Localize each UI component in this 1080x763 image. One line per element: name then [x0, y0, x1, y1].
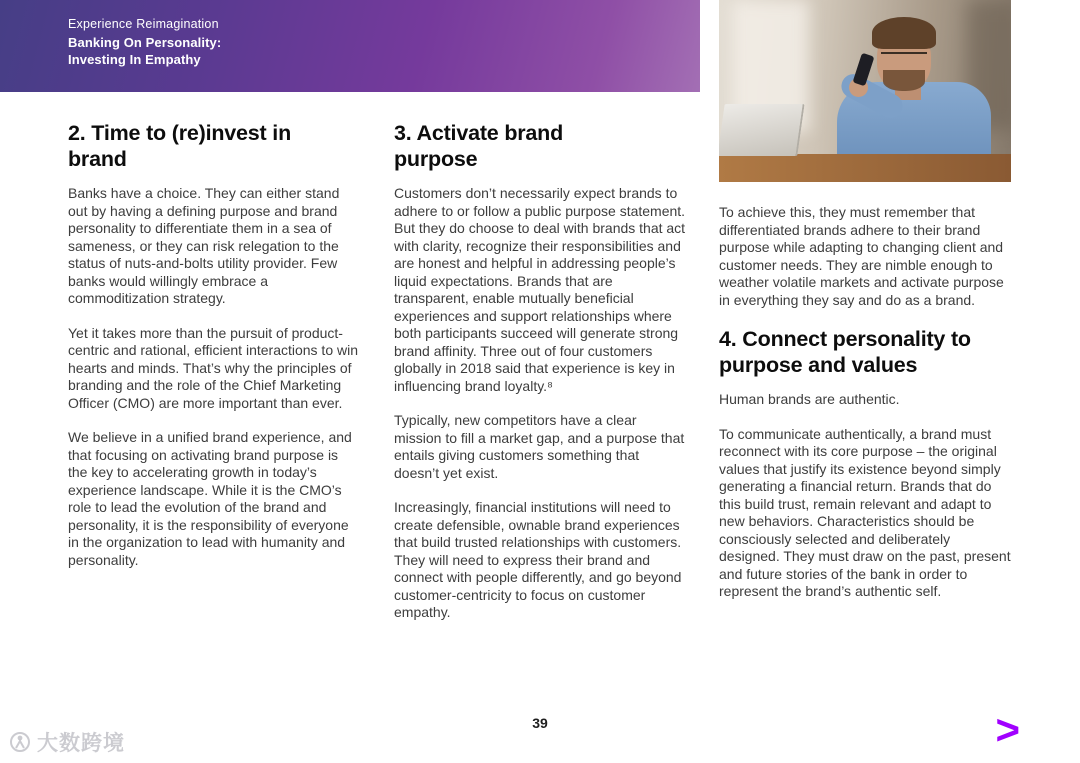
hero-photo: [719, 0, 1011, 182]
paragraph: Yet it takes more than the pursuit of product-centric and rational, efficient interactions to win hearts and minds. That’s why the principles of branding and the role of the Chief Marketing Officer (CMO) are more important than ever.: [68, 324, 359, 411]
section-heading-reinvest-in-brand: 2. Time to (re)invest in brand: [68, 121, 291, 171]
column-connect-personality: [719, 204, 1012, 618]
paragraph: We believe in a unified brand experience, and that focusing on activating brand purpose is the key to accelerating growth in today’s experience landscape. While it is the CMO’s role to lead the evolution of the brand and personality, it is the responsibility of everyone in the organization to lead with humanity and personality.: [68, 429, 352, 568]
photo-laptop: [719, 104, 805, 156]
photo-person-beard: [883, 70, 925, 91]
watermark-text: 大数跨境: [37, 732, 125, 755]
paragraph: To achieve this, they must remember that differentiated brands adhere to their brand purpose while adapting to changing client and customer needs. They are nimble enough to weather volatile markets and activate purpose in everything they say and do as a brand.: [719, 204, 1004, 308]
header-banner: [0, 0, 700, 92]
paragraph: Increasingly, financial institutions will need to create defensible, ownable brand experiences that build trusted relationships with customers. They will need to express their brand and connect with people differently, and go beyond customer-centricity to focus on customer empathy.: [394, 499, 682, 620]
photo-person-hair: [872, 17, 936, 49]
page-number: 39: [532, 715, 548, 731]
greater-than-logo: >: [995, 706, 1020, 753]
watermark: [8, 727, 125, 757]
paragraph: To communicate authentically, a brand must reconnect with its core purpose – the original values that justify its existence beyond simply generating a financial return. Brands that do this build trust, remain relevant and adapt to new behaviors. Characteristics should be consciously selected and deliberately designed. They must draw on the past, present and future stories of the bank in order to represent the brand’s authentic self.: [719, 425, 1011, 599]
paragraph: Banks have a choice. They can either stand out by having a defining purpose and brand personality to differentiate them in a sea of sameness, or they can risk relegation to the status of nuts-and-bolts utility provider. Few banks would willingly embrace a commoditization strategy.: [68, 185, 340, 306]
column-time-to-reinvest: [68, 120, 361, 586]
photo-person-glasses: [881, 52, 927, 61]
photo-desk: [719, 154, 1011, 182]
column-activate-brand-purpose: [394, 120, 687, 639]
paragraph: Typically, new competitors have a clear mission to fill a market gap, and a purpose that entails giving customers something that doesn’t yet exist.: [394, 412, 685, 481]
section-heading-connect-personality: 4. Connect personality to purpose and values: [719, 327, 971, 377]
watermark-logo-icon: [8, 730, 32, 754]
header-title-line1: Banking On Personality:: [68, 35, 222, 50]
paragraph: Customers don’t necessarily expect brands to adhere to or follow a public purpose statement. But they do choose to deal with brands that act with clarity, recognize their responsibilities and are honest and helpful in addressing people’s liquid expectations. Brands that are transparent, enable mutually beneficial experiences and support relationships where both participants succeed will generate strong brand affinity. Three out of four customers globally in 2018 said that experience is key in influencing brand loyalty.⁸: [394, 185, 686, 394]
section-heading-activate-brand-purpose: 3. Activate brand purpose: [394, 121, 564, 171]
header-title-line2: Investing In Empathy: [68, 51, 201, 67]
header-eyebrow: Experience Reimagination: [68, 17, 219, 31]
paragraph: Human brands are authentic.: [719, 391, 900, 407]
